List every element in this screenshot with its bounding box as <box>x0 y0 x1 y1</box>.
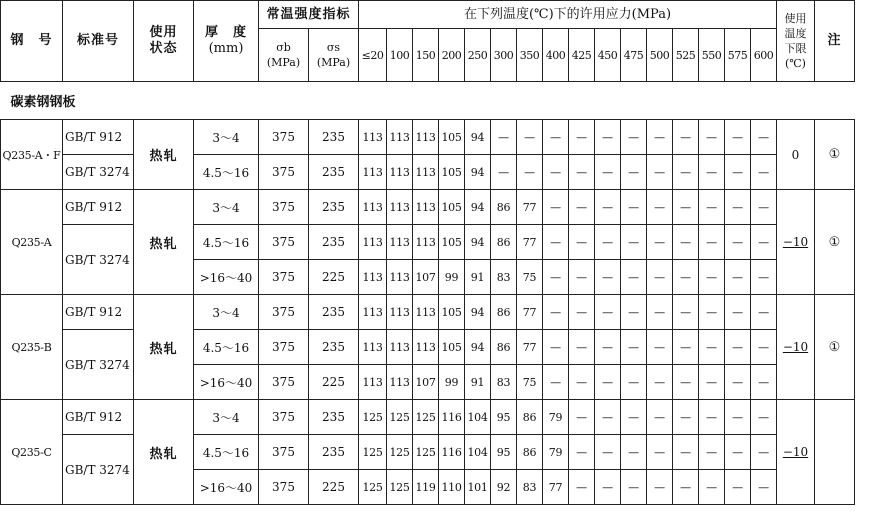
stress-cell: — <box>569 470 595 505</box>
stress-cell: — <box>621 155 647 190</box>
stress-cell: 83 <box>491 260 517 295</box>
temperature-header: 450 <box>595 29 621 82</box>
stress-cell: — <box>647 435 673 470</box>
sigma-s-header <box>309 29 359 82</box>
standard-header: 标准号 <box>63 1 134 82</box>
standard-cell: GB/T 3274 <box>63 225 134 295</box>
standard-cell: GB/T 912 <box>63 400 134 435</box>
stress-cell: 113 <box>359 225 387 260</box>
stress-cell: 105 <box>439 155 465 190</box>
temperature-header: 200 <box>439 29 465 82</box>
stress-cell: — <box>595 435 621 470</box>
standard-cell: GB/T 912 <box>63 120 134 155</box>
low-temp-cell: 0 <box>777 120 815 190</box>
thickness-cell: 3～4 <box>194 120 259 155</box>
stress-cell: — <box>673 295 699 330</box>
temperature-header: 500 <box>647 29 673 82</box>
table-row <box>1 120 855 155</box>
stress-cell: 113 <box>387 155 413 190</box>
standard-cell: GB/T 912 <box>63 190 134 225</box>
stress-cell: 77 <box>543 470 569 505</box>
stress-cell: — <box>751 400 777 435</box>
sigma-s-cell: 235 <box>309 120 359 155</box>
sigma-b-header <box>259 29 309 82</box>
thickness-cell: >16～40 <box>194 470 259 505</box>
state-cell: 热轧 <box>134 120 194 190</box>
stress-cell: 91 <box>465 260 491 295</box>
grade-header: 钢 号 <box>1 1 63 82</box>
stress-cell: 99 <box>439 260 465 295</box>
grade-cell: Q235-B <box>1 295 63 400</box>
stress-cell: — <box>569 120 595 155</box>
stress-cell: — <box>725 400 751 435</box>
stress-cell: 104 <box>465 435 491 470</box>
stress-cell: 94 <box>465 225 491 260</box>
standard-cell: GB/T 3274 <box>63 435 134 505</box>
low-temp-header-line2: 温度 <box>784 27 807 40</box>
temperature-header: 350 <box>517 29 543 82</box>
temperature-header: 400 <box>543 29 569 82</box>
stress-cell: 125 <box>387 400 413 435</box>
stress-cell: 113 <box>359 330 387 365</box>
stress-cell: 113 <box>359 190 387 225</box>
stress-cell: — <box>725 330 751 365</box>
state-cell: 热轧 <box>134 190 194 295</box>
state-cell: 热轧 <box>134 400 194 505</box>
stress-cell: 113 <box>387 190 413 225</box>
stress-cell: — <box>647 225 673 260</box>
stress-cell: 105 <box>439 120 465 155</box>
stress-group-header: 在下列温度(℃)下的许用应力(MPa) <box>359 1 777 29</box>
stress-cell: — <box>621 365 647 400</box>
stress-cell: — <box>543 225 569 260</box>
low-temp-header-line1: 使用 <box>784 12 807 25</box>
stress-cell: — <box>751 225 777 260</box>
stress-cell: 125 <box>413 435 439 470</box>
thickness-cell: 3～4 <box>194 400 259 435</box>
stress-cell: 91 <box>465 365 491 400</box>
stress-cell: 113 <box>413 155 439 190</box>
stress-cell: 86 <box>491 330 517 365</box>
stress-cell: — <box>673 190 699 225</box>
stress-cell: 83 <box>517 470 543 505</box>
low-temp-cell: −10 <box>777 190 815 295</box>
sigma-s-cell: 235 <box>309 155 359 190</box>
low-temp-header-line3: 下限 <box>784 42 807 55</box>
thickness-cell: 3～4 <box>194 295 259 330</box>
temperature-header: 300 <box>491 29 517 82</box>
stress-cell: 113 <box>387 120 413 155</box>
stress-cell: 86 <box>491 225 517 260</box>
thickness-cell: >16～40 <box>194 260 259 295</box>
stress-cell: — <box>543 295 569 330</box>
stress-cell: — <box>543 365 569 400</box>
grade-cell: Q235-C <box>1 400 63 505</box>
thickness-cell: 3～4 <box>194 190 259 225</box>
stress-cell: 95 <box>491 400 517 435</box>
stress-cell: — <box>621 330 647 365</box>
stress-cell: 105 <box>439 330 465 365</box>
stress-cell: — <box>543 190 569 225</box>
temperature-header: 550 <box>699 29 725 82</box>
stress-cell: 79 <box>543 400 569 435</box>
stress-cell: 75 <box>517 365 543 400</box>
stress-cell: 113 <box>413 120 439 155</box>
table-row <box>1 190 855 225</box>
stress-cell: 113 <box>387 365 413 400</box>
stress-cell: — <box>725 470 751 505</box>
sigma-b-cell: 375 <box>259 295 309 330</box>
sigma-s-unit: (MPa) <box>316 56 351 69</box>
note-cell <box>815 400 855 505</box>
sigma-s-symbol: σs <box>326 41 341 54</box>
stress-cell: — <box>595 365 621 400</box>
stress-cell: 77 <box>517 295 543 330</box>
standard-cell: GB/T 3274 <box>63 330 134 400</box>
stress-cell: — <box>595 330 621 365</box>
sigma-b-cell: 375 <box>259 435 309 470</box>
table-row <box>1 295 855 330</box>
low-temp-header-line4: (℃) <box>785 57 806 70</box>
stress-cell: — <box>751 365 777 400</box>
stress-cell: — <box>491 120 517 155</box>
temperature-header: 150 <box>413 29 439 82</box>
stress-cell: — <box>699 435 725 470</box>
strength-group-header: 常温强度指标 <box>259 1 359 29</box>
sigma-b-cell: 375 <box>259 155 309 190</box>
thickness-cell: 4.5～16 <box>194 225 259 260</box>
sigma-b-cell: 375 <box>259 190 309 225</box>
low-temp-cell: −10 <box>777 400 815 505</box>
temperature-header: 600 <box>751 29 777 82</box>
stress-cell: — <box>595 155 621 190</box>
stress-cell: — <box>543 155 569 190</box>
stress-cell: — <box>595 120 621 155</box>
temperature-header: ≤20 <box>359 29 387 82</box>
stress-cell: — <box>751 120 777 155</box>
stress-cell: 113 <box>387 295 413 330</box>
note-cell: ① <box>815 190 855 295</box>
stress-cell: — <box>621 120 647 155</box>
stress-cell: — <box>647 470 673 505</box>
section-row <box>1 82 855 120</box>
sigma-b-cell: 375 <box>259 330 309 365</box>
stress-cell: — <box>673 435 699 470</box>
sigma-s-cell: 225 <box>309 260 359 295</box>
stress-cell: — <box>751 330 777 365</box>
stress-cell: 107 <box>413 260 439 295</box>
sigma-b-symbol: σb <box>276 41 291 54</box>
stress-cell: — <box>621 260 647 295</box>
stress-cell: — <box>517 120 543 155</box>
temperature-header: 425 <box>569 29 595 82</box>
stress-cell: — <box>569 295 595 330</box>
standard-cell: GB/T 3274 <box>63 155 134 190</box>
stress-cell: 94 <box>465 330 491 365</box>
stress-cell: — <box>725 225 751 260</box>
stress-cell: — <box>595 260 621 295</box>
stress-cell: — <box>647 120 673 155</box>
stress-cell: — <box>673 400 699 435</box>
stress-cell: — <box>595 225 621 260</box>
stress-cell: — <box>673 155 699 190</box>
stress-cell: — <box>647 295 673 330</box>
stress-cell: — <box>751 190 777 225</box>
stress-cell: — <box>725 365 751 400</box>
stress-cell: — <box>673 330 699 365</box>
stress-cell: — <box>543 120 569 155</box>
stress-cell: 99 <box>439 365 465 400</box>
table-body <box>1 82 855 505</box>
stress-cell: — <box>725 155 751 190</box>
stress-cell: 77 <box>517 190 543 225</box>
note-cell: ① <box>815 295 855 400</box>
sigma-s-cell: 235 <box>309 400 359 435</box>
sigma-b-cell: 375 <box>259 225 309 260</box>
thickness-header <box>194 1 259 82</box>
stress-cell: 113 <box>359 155 387 190</box>
stress-cell: — <box>725 435 751 470</box>
state-cell: 热轧 <box>134 295 194 400</box>
stress-cell: — <box>673 470 699 505</box>
stress-cell: 94 <box>465 120 491 155</box>
standard-cell: GB/T 912 <box>63 295 134 330</box>
stress-cell: — <box>491 155 517 190</box>
sigma-b-cell: 375 <box>259 260 309 295</box>
stress-cell: 83 <box>491 365 517 400</box>
stress-cell: — <box>621 295 647 330</box>
stress-cell: 94 <box>465 155 491 190</box>
sigma-b-cell: 375 <box>259 365 309 400</box>
thickness-header-line1: 厚 度 <box>204 25 247 40</box>
stress-cell: — <box>647 190 673 225</box>
stress-cell: — <box>699 470 725 505</box>
stress-cell: 125 <box>387 470 413 505</box>
stress-cell: — <box>699 330 725 365</box>
stress-cell: — <box>699 120 725 155</box>
stress-cell: — <box>647 155 673 190</box>
stress-cell: — <box>699 400 725 435</box>
stress-cell: 113 <box>413 225 439 260</box>
stress-cell: 110 <box>439 470 465 505</box>
stress-cell: — <box>543 260 569 295</box>
stress-cell: 107 <box>413 365 439 400</box>
stress-cell: — <box>647 330 673 365</box>
sigma-b-unit: (MPa) <box>266 56 301 69</box>
sigma-s-cell: 235 <box>309 330 359 365</box>
stress-cell: 113 <box>359 260 387 295</box>
stress-cell: — <box>595 470 621 505</box>
low-temp-cell: −10 <box>777 295 815 400</box>
stress-cell: 125 <box>359 470 387 505</box>
sigma-s-cell: 225 <box>309 365 359 400</box>
stress-cell: — <box>595 295 621 330</box>
stress-cell: 92 <box>491 470 517 505</box>
stress-cell: 113 <box>387 330 413 365</box>
stress-cell: — <box>725 260 751 295</box>
sigma-s-cell: 235 <box>309 190 359 225</box>
table-row <box>1 435 855 470</box>
stress-cell: 79 <box>543 435 569 470</box>
stress-cell: — <box>751 295 777 330</box>
section-title: 碳素钢钢板 <box>1 82 855 120</box>
stress-cell: 116 <box>439 435 465 470</box>
stress-cell: 125 <box>359 435 387 470</box>
stress-cell: 77 <box>517 330 543 365</box>
stress-cell: 75 <box>517 260 543 295</box>
temperature-header: 475 <box>621 29 647 82</box>
stress-cell: 105 <box>439 190 465 225</box>
thickness-cell: 4.5～16 <box>194 330 259 365</box>
stress-cell: — <box>569 260 595 295</box>
stress-cell: — <box>569 225 595 260</box>
stress-cell: 105 <box>439 225 465 260</box>
stress-cell: — <box>751 155 777 190</box>
stress-cell: — <box>621 470 647 505</box>
stress-cell: — <box>647 260 673 295</box>
stress-cell: — <box>725 295 751 330</box>
stress-cell: — <box>569 435 595 470</box>
stress-cell: 86 <box>517 400 543 435</box>
stress-cell: — <box>595 400 621 435</box>
sigma-s-cell: 235 <box>309 225 359 260</box>
state-header-line2: 状态 <box>149 41 178 56</box>
thickness-cell: >16～40 <box>194 365 259 400</box>
note-header: 注 <box>815 1 855 82</box>
stress-cell: 113 <box>387 260 413 295</box>
stress-cell: 95 <box>491 435 517 470</box>
stress-cell: — <box>517 155 543 190</box>
stress-cell: 113 <box>359 120 387 155</box>
stress-cell: — <box>621 190 647 225</box>
stress-cell: — <box>699 155 725 190</box>
stress-cell: 94 <box>465 295 491 330</box>
stress-cell: 94 <box>465 190 491 225</box>
stress-cell: — <box>569 400 595 435</box>
stress-cell: 119 <box>413 470 439 505</box>
stress-cell: 113 <box>359 295 387 330</box>
stress-cell: — <box>699 190 725 225</box>
sigma-s-cell: 235 <box>309 435 359 470</box>
stress-cell: — <box>699 225 725 260</box>
sigma-b-cell: 375 <box>259 400 309 435</box>
stress-cell: — <box>725 120 751 155</box>
stress-cell: 86 <box>491 295 517 330</box>
stress-cell: 116 <box>439 400 465 435</box>
stress-cell: — <box>699 295 725 330</box>
grade-cell: Q235-A・F <box>1 120 63 190</box>
stress-cell: — <box>569 330 595 365</box>
table-row <box>1 155 855 190</box>
stress-cell: — <box>673 365 699 400</box>
table-row <box>1 400 855 435</box>
stress-cell: 105 <box>439 295 465 330</box>
stress-cell: — <box>673 225 699 260</box>
stress-cell: 86 <box>517 435 543 470</box>
stress-cell: — <box>569 155 595 190</box>
stress-cell: — <box>595 190 621 225</box>
stress-cell: — <box>647 365 673 400</box>
stress-cell: 77 <box>517 225 543 260</box>
sigma-s-cell: 225 <box>309 470 359 505</box>
stress-cell: — <box>621 435 647 470</box>
header-row-1 <box>1 1 855 29</box>
stress-cell: — <box>569 190 595 225</box>
stress-cell: — <box>569 365 595 400</box>
sigma-b-cell: 375 <box>259 120 309 155</box>
stress-cell: — <box>751 435 777 470</box>
table-row <box>1 330 855 365</box>
stress-cell: — <box>673 260 699 295</box>
stress-cell: 86 <box>491 190 517 225</box>
thickness-header-line2: (mm) <box>208 41 244 56</box>
stress-cell: — <box>647 400 673 435</box>
temperature-header: 525 <box>673 29 699 82</box>
stress-cell: — <box>725 190 751 225</box>
stress-cell: 113 <box>413 295 439 330</box>
stress-cell: 113 <box>413 330 439 365</box>
stress-cell: 113 <box>359 365 387 400</box>
note-cell: ① <box>815 120 855 190</box>
stress-cell: — <box>621 225 647 260</box>
stress-cell: 101 <box>465 470 491 505</box>
stress-cell: 104 <box>465 400 491 435</box>
state-header-line1: 使用 <box>149 25 178 40</box>
stress-cell: 113 <box>387 225 413 260</box>
thickness-cell: 4.5～16 <box>194 155 259 190</box>
stress-cell: 113 <box>413 190 439 225</box>
temperature-header: 575 <box>725 29 751 82</box>
stress-cell: 125 <box>387 435 413 470</box>
stress-cell: — <box>751 260 777 295</box>
stress-cell: — <box>673 120 699 155</box>
sigma-b-cell: 375 <box>259 470 309 505</box>
temperature-header: 100 <box>387 29 413 82</box>
stress-cell: — <box>699 365 725 400</box>
stress-cell: — <box>751 470 777 505</box>
thickness-cell: 4.5～16 <box>194 435 259 470</box>
stress-cell: 125 <box>413 400 439 435</box>
state-header <box>134 1 194 82</box>
temperature-header: 250 <box>465 29 491 82</box>
stress-cell: — <box>543 330 569 365</box>
stress-cell: — <box>621 400 647 435</box>
low-temp-header <box>777 1 815 82</box>
grade-cell: Q235-A <box>1 190 63 295</box>
stress-cell: — <box>699 260 725 295</box>
sigma-s-cell: 235 <box>309 295 359 330</box>
table-row <box>1 225 855 260</box>
stress-cell: 125 <box>359 400 387 435</box>
